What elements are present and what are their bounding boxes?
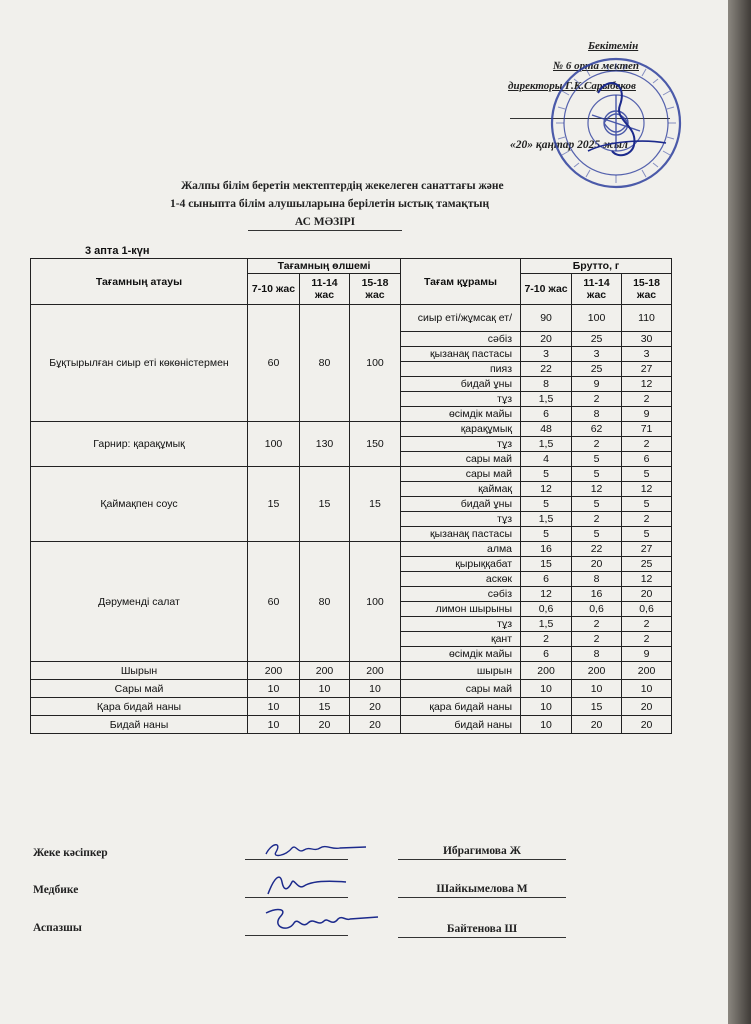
portion-cell-15-18: 10 bbox=[350, 680, 401, 698]
brutto-cell-11-14: 16 bbox=[572, 587, 622, 602]
brutto-cell-11-14: 8 bbox=[572, 647, 622, 662]
brutto-cell-11-14: 2 bbox=[572, 632, 622, 647]
brutto-cell-7-10: 8 bbox=[521, 377, 572, 392]
brutto-cell-15-18: 5 bbox=[622, 527, 672, 542]
portion-cell-11-14: 15 bbox=[300, 698, 350, 716]
brutto-cell-7-10: 200 bbox=[521, 662, 572, 680]
ingredient-name-cell: тұз bbox=[401, 617, 521, 632]
portion-cell-7-10: 10 bbox=[248, 716, 300, 734]
signature-role-cook: Аспазшы bbox=[33, 922, 82, 934]
portion-cell-11-14: 80 bbox=[300, 305, 350, 422]
portion-cell-11-14: 130 bbox=[300, 422, 350, 467]
ingredient-name-cell: қаймақ bbox=[401, 482, 521, 497]
ingredient-name-cell: қырыққабат bbox=[401, 557, 521, 572]
ingredient-name-cell: сәбіз bbox=[401, 332, 521, 347]
brutto-cell-15-18: 10 bbox=[622, 680, 672, 698]
table-row bbox=[31, 542, 672, 557]
ingredient-name-cell: лимон шырыны bbox=[401, 602, 521, 617]
brutto-cell-15-18: 9 bbox=[622, 647, 672, 662]
brutto-cell-7-10: 5 bbox=[521, 527, 572, 542]
brutto-cell-7-10: 6 bbox=[521, 407, 572, 422]
portion-cell-15-18: 100 bbox=[350, 542, 401, 662]
brutto-cell-7-10: 2 bbox=[521, 632, 572, 647]
brutto-cell-7-10: 6 bbox=[521, 572, 572, 587]
ingredient-name-cell: сиыр еті/жұмсақ ет/ bbox=[401, 305, 521, 332]
brutto-cell-15-18: 20 bbox=[622, 587, 672, 602]
handwritten-signature-cook bbox=[258, 905, 382, 939]
ingredient-name-cell: бидай наны bbox=[401, 716, 521, 734]
portion-cell-11-14: 10 bbox=[300, 680, 350, 698]
signature-role-nurse: Медбике bbox=[33, 884, 79, 896]
brutto-cell-11-14: 5 bbox=[572, 452, 622, 467]
table-row bbox=[31, 698, 672, 716]
col-header-portion-age-3: 15-18 жас bbox=[350, 274, 401, 305]
col-header-portion-age-1: 7-10 жас bbox=[248, 274, 300, 305]
brutto-cell-11-14: 3 bbox=[572, 347, 622, 362]
table-row bbox=[31, 680, 672, 698]
brutto-cell-7-10: 10 bbox=[521, 680, 572, 698]
portion-cell-7-10: 200 bbox=[248, 662, 300, 680]
brutto-cell-11-14: 2 bbox=[572, 437, 622, 452]
ingredient-name-cell: тұз bbox=[401, 437, 521, 452]
brutto-cell-7-10: 4 bbox=[521, 452, 572, 467]
brutto-cell-15-18: 71 bbox=[622, 422, 672, 437]
header-line-1: Жалпы білім беретін мектептердің жекелеген санаттағы және bbox=[181, 180, 504, 192]
approval-date: «20» қаңтар 2025 жыл bbox=[510, 139, 628, 151]
portion-cell-11-14: 15 bbox=[300, 467, 350, 542]
dish-name-cell: Гарнир: қарақұмық bbox=[31, 422, 248, 467]
approval-title: Бекітемін bbox=[588, 40, 639, 52]
portion-cell-15-18: 20 bbox=[350, 698, 401, 716]
brutto-cell-15-18: 0,6 bbox=[622, 602, 672, 617]
dish-name-cell: Қара бидай наны bbox=[31, 698, 248, 716]
signature-name-cook: Байтенова Ш bbox=[446, 923, 518, 935]
page-edge-shadow bbox=[728, 0, 751, 1024]
brutto-cell-11-14: 25 bbox=[572, 362, 622, 377]
brutto-cell-7-10: 10 bbox=[521, 716, 572, 734]
table-row bbox=[31, 467, 672, 482]
brutto-cell-7-10: 48 bbox=[521, 422, 572, 437]
portion-cell-11-14: 80 bbox=[300, 542, 350, 662]
menu-table-body bbox=[31, 259, 672, 734]
dish-name-cell: Шырын bbox=[31, 662, 248, 680]
ingredient-name-cell: өсімдік майы bbox=[401, 407, 521, 422]
brutto-cell-15-18: 5 bbox=[622, 497, 672, 512]
ingredient-name-cell: пияз bbox=[401, 362, 521, 377]
brutto-cell-11-14: 5 bbox=[572, 497, 622, 512]
brutto-cell-11-14: 8 bbox=[572, 407, 622, 422]
brutto-cell-11-14: 10 bbox=[572, 680, 622, 698]
ingredient-name-cell: аскөк bbox=[401, 572, 521, 587]
col-header-brutto-age-1: 7-10 жас bbox=[521, 274, 572, 305]
ingredient-name-cell: қызанақ пастасы bbox=[401, 527, 521, 542]
portion-cell-7-10: 15 bbox=[248, 467, 300, 542]
brutto-cell-7-10: 12 bbox=[521, 587, 572, 602]
brutto-cell-7-10: 20 bbox=[521, 332, 572, 347]
ingredient-name-cell: сары май bbox=[401, 680, 521, 698]
dish-name-cell: Бидай наны bbox=[31, 716, 248, 734]
col-header-composition: Тағам құрамы bbox=[401, 259, 521, 305]
brutto-cell-7-10: 3 bbox=[521, 347, 572, 362]
brutto-cell-11-14: 9 bbox=[572, 377, 622, 392]
ingredient-name-cell: қант bbox=[401, 632, 521, 647]
dish-name-cell: Қаймақпен соус bbox=[31, 467, 248, 542]
name-line-cook bbox=[398, 937, 566, 938]
ingredient-name-cell: өсімдік майы bbox=[401, 647, 521, 662]
brutto-cell-11-14: 15 bbox=[572, 698, 622, 716]
brutto-cell-11-14: 8 bbox=[572, 572, 622, 587]
document-title: АС МӘЗІРІ bbox=[248, 216, 402, 231]
col-header-portion-age-2: 11-14 жас bbox=[300, 274, 350, 305]
brutto-cell-7-10: 90 bbox=[521, 305, 572, 332]
brutto-cell-7-10: 15 bbox=[521, 557, 572, 572]
handwritten-signature-nurse bbox=[262, 870, 352, 898]
ingredient-name-cell: сары май bbox=[401, 452, 521, 467]
portion-cell-7-10: 60 bbox=[248, 542, 300, 662]
table-row bbox=[31, 662, 672, 680]
ingredient-name-cell: қарақұмық bbox=[401, 422, 521, 437]
official-stamp bbox=[548, 55, 684, 191]
brutto-cell-15-18: 2 bbox=[622, 632, 672, 647]
ingredient-name-cell: алма bbox=[401, 542, 521, 557]
brutto-cell-7-10: 6 bbox=[521, 647, 572, 662]
handwritten-signature-entrepreneur bbox=[262, 838, 372, 862]
brutto-cell-11-14: 2 bbox=[572, 617, 622, 632]
brutto-cell-15-18: 12 bbox=[622, 377, 672, 392]
portion-cell-7-10: 10 bbox=[248, 680, 300, 698]
brutto-cell-15-18: 12 bbox=[622, 572, 672, 587]
brutto-cell-11-14: 2 bbox=[572, 392, 622, 407]
ingredient-name-cell: тұз bbox=[401, 512, 521, 527]
brutto-cell-11-14: 25 bbox=[572, 332, 622, 347]
brutto-cell-11-14: 5 bbox=[572, 527, 622, 542]
portion-cell-11-14: 200 bbox=[300, 662, 350, 680]
portion-cell-7-10: 10 bbox=[248, 698, 300, 716]
ingredient-name-cell: тұз bbox=[401, 392, 521, 407]
brutto-cell-11-14: 100 bbox=[572, 305, 622, 332]
brutto-cell-15-18: 12 bbox=[622, 482, 672, 497]
portion-cell-11-14: 20 bbox=[300, 716, 350, 734]
brutto-cell-15-18: 2 bbox=[622, 512, 672, 527]
ingredient-name-cell: сары май bbox=[401, 467, 521, 482]
signature-name-nurse: Шайкымелова М bbox=[436, 883, 528, 895]
portion-cell-7-10: 60 bbox=[248, 305, 300, 422]
brutto-cell-7-10: 12 bbox=[521, 482, 572, 497]
brutto-cell-15-18: 200 bbox=[622, 662, 672, 680]
brutto-cell-11-14: 2 bbox=[572, 512, 622, 527]
table-row bbox=[31, 716, 672, 734]
week-day-label: 3 апта 1-күн bbox=[85, 245, 150, 257]
ingredient-name-cell: қызанақ пастасы bbox=[401, 347, 521, 362]
portion-cell-15-18: 200 bbox=[350, 662, 401, 680]
brutto-cell-7-10: 1,5 bbox=[521, 512, 572, 527]
col-header-dish: Тағамның атауы bbox=[31, 259, 248, 305]
brutto-cell-15-18: 5 bbox=[622, 467, 672, 482]
ingredient-name-cell: сәбіз bbox=[401, 587, 521, 602]
brutto-cell-15-18: 2 bbox=[622, 617, 672, 632]
approval-school: № 6 орта мектеп bbox=[553, 60, 639, 72]
brutto-cell-7-10: 5 bbox=[521, 497, 572, 512]
ingredient-name-cell: шырын bbox=[401, 662, 521, 680]
dish-name-cell: Дәруменді салат bbox=[31, 542, 248, 662]
brutto-cell-7-10: 1,5 bbox=[521, 392, 572, 407]
brutto-cell-15-18: 20 bbox=[622, 698, 672, 716]
brutto-cell-15-18: 27 bbox=[622, 362, 672, 377]
brutto-cell-7-10: 1,5 bbox=[521, 617, 572, 632]
brutto-cell-15-18: 2 bbox=[622, 437, 672, 452]
dish-name-cell: Сары май bbox=[31, 680, 248, 698]
ingredient-name-cell: қара бидай наны bbox=[401, 698, 521, 716]
brutto-cell-15-18: 30 bbox=[622, 332, 672, 347]
portion-cell-15-18: 100 bbox=[350, 305, 401, 422]
col-header-brutto: Брутто, г bbox=[521, 259, 672, 274]
col-header-brutto-age-2: 11-14 жас bbox=[572, 274, 622, 305]
brutto-cell-15-18: 27 bbox=[622, 542, 672, 557]
brutto-cell-11-14: 20 bbox=[572, 557, 622, 572]
table-row bbox=[31, 305, 672, 332]
brutto-cell-7-10: 0,6 bbox=[521, 602, 572, 617]
portion-cell-15-18: 20 bbox=[350, 716, 401, 734]
portion-cell-15-18: 15 bbox=[350, 467, 401, 542]
signature-role-entrepreneur: Жеке кәсіпкер bbox=[33, 847, 108, 859]
header-line-2: 1-4 сыныпта білім алушыларына берілетін ыстық тамақтың bbox=[170, 198, 490, 210]
brutto-cell-11-14: 12 bbox=[572, 482, 622, 497]
brutto-cell-11-14: 62 bbox=[572, 422, 622, 437]
brutto-cell-15-18: 110 bbox=[622, 305, 672, 332]
brutto-cell-15-18: 6 bbox=[622, 452, 672, 467]
brutto-cell-7-10: 1,5 bbox=[521, 437, 572, 452]
brutto-cell-11-14: 5 bbox=[572, 467, 622, 482]
table-row bbox=[31, 422, 672, 437]
col-header-portion: Тағамның өлшемі bbox=[248, 259, 401, 274]
menu-table bbox=[30, 258, 672, 734]
brutto-cell-15-18: 25 bbox=[622, 557, 672, 572]
brutto-cell-11-14: 200 bbox=[572, 662, 622, 680]
brutto-cell-15-18: 20 bbox=[622, 716, 672, 734]
approval-director: директоры Г.К.Сарыбеков bbox=[508, 80, 636, 92]
brutto-cell-7-10: 16 bbox=[521, 542, 572, 557]
brutto-cell-11-14: 22 bbox=[572, 542, 622, 557]
brutto-cell-7-10: 5 bbox=[521, 467, 572, 482]
brutto-cell-11-14: 0,6 bbox=[572, 602, 622, 617]
dish-name-cell: Бұқтырылған сиыр еті көкөністермен bbox=[31, 305, 248, 422]
brutto-cell-15-18: 9 bbox=[622, 407, 672, 422]
ingredient-name-cell: бидай ұны bbox=[401, 497, 521, 512]
brutto-cell-15-18: 2 bbox=[622, 392, 672, 407]
signature-name-entrepreneur: Ибрагимова Ж bbox=[442, 845, 522, 857]
brutto-cell-7-10: 22 bbox=[521, 362, 572, 377]
brutto-cell-15-18: 3 bbox=[622, 347, 672, 362]
portion-cell-15-18: 150 bbox=[350, 422, 401, 467]
brutto-cell-7-10: 10 bbox=[521, 698, 572, 716]
portion-cell-7-10: 100 bbox=[248, 422, 300, 467]
name-line-nurse bbox=[398, 897, 566, 898]
ingredient-name-cell: бидай ұны bbox=[401, 377, 521, 392]
brutto-cell-11-14: 20 bbox=[572, 716, 622, 734]
name-line-entrepreneur bbox=[398, 859, 566, 860]
col-header-brutto-age-3: 15-18 жас bbox=[622, 274, 672, 305]
